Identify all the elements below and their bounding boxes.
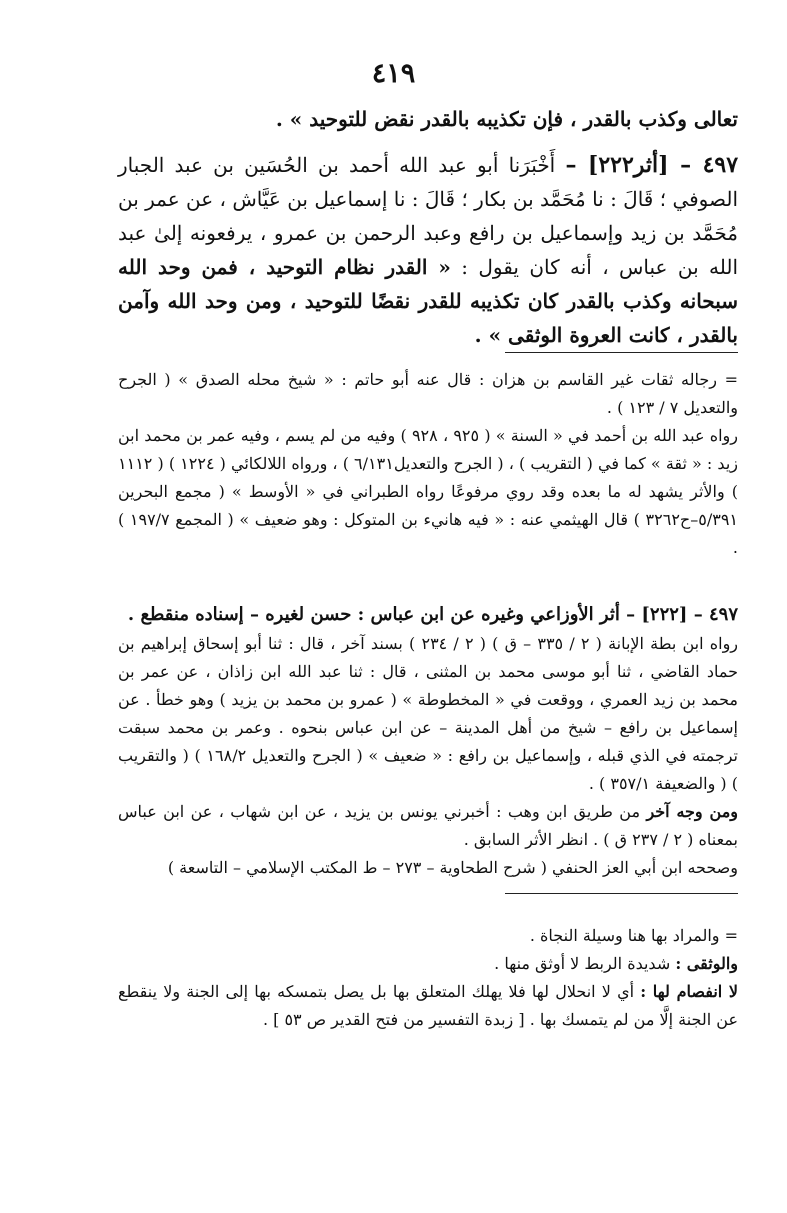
- footnotes-top: [118, 366, 738, 562]
- hadith-quote: « القدر نظام التوحيد ، فمن وحد الله سبحانه وكذب بالقدر كان تكذيبه للقدر نقضًا للتوحيد ، ومن وحد الله وآمن بالقدر ، كانت العروة الوثقى » .: [118, 255, 738, 347]
- takhrij-heading: ٤٩٧ – [٢٢٢] – أثر الأوزاعي وغيره عن ابن عباس : حسن لغيره – إسناده منقطع .: [127, 604, 738, 625]
- main-text: [118, 102, 738, 352]
- footnotes-bottom: [118, 922, 738, 1034]
- continuation-line: تعالى وكذب بالقدر ، فإن تكذيبه بالقدر نقض للتوحيد » .: [275, 107, 738, 131]
- hadith-497: [118, 148, 738, 352]
- footnote-top-1: = رجاله ثقات غير القاسم بن هزان : قال عنه أبو حاتم : « شيخ محله الصدق » ( الجرح والتعديل ٧ / ١٢٣ ) .: [118, 370, 739, 417]
- footnote-bottom-3-term: لا انفصام لها :: [640, 982, 739, 1001]
- takhrij-paragraph-2-text: من طريق ابن وهب : أخبرني يونس بن يزيد ، عن ابن شهاب ، عن ابن عباس بمعناه ( ٢ / ٢٣٧ ق ) . انظر الأثر السابق .: [118, 802, 738, 849]
- takhrij-paragraph-2: [118, 798, 738, 854]
- footnote-bottom-2-text: شديدة الربط لا أوثق منها .: [494, 954, 671, 973]
- takhrij-section: [118, 600, 738, 882]
- footnote-bottom-3: [118, 978, 738, 1034]
- takhrij-paragraph-3: وصححه ابن أبي العز الحنفي ( شرح الطحاوية – ٢٧٣ – ط المكتب الإسلامي – التاسعة ): [167, 858, 738, 877]
- footnote-top-2: رواه عبد الله بن أحمد في « السنة » ( ٩٢٥ ، ٩٢٨ ) وفيه من لم يسم ، وفيه عمر بن محمد ابن زيد : « ثقة » كما في ( التقريب ) ، ( الجرح والتعديل٦/١٣١ ) ، ورواه اللالكائي ( ١٢٢٤ ) ( ١١١٢ ) والأثر يشهد له ما بعده وقد روي مرفوعًا رواه الطبراني في « الأوسط » ( مجمع البحرين ٥/٣٩١–ح٣٢٦٢ ) قال الهيثمي عنه : « فيه هانيء بن المتوكل : وهو ضعيف » ( المجمع ١٩٧/٧ ) .: [118, 426, 739, 557]
- footnote-divider-bottom: [505, 893, 738, 894]
- footnote-divider-top: [505, 352, 738, 353]
- hadith-number: ٤٩٧ – [أثر٢٢٢] –: [565, 152, 739, 178]
- takhrij-paragraph-2-lead: ومن وجه آخر: [646, 802, 738, 821]
- hadith-isnad: أَخْبَرَنا أبو عبد الله أحمد بن الحُسَين بن عبد الجبار الصوفي ؛ قَالَ : نا مُحَمَّد بن بكار ؛ قَالَ : نا إسماعيل بن عَيَّاش ، عن عمر بن مُحَمَّد بن زيد وإسماعيل بن رافع وعبد الرحمن بن عمرو ، يرفعونه إلىٰ عبد الله بن عباس ، أنه كان يقول :: [118, 153, 739, 279]
- footnote-bottom-1: = والمراد بها هنا وسيلة النجاة .: [529, 926, 738, 945]
- footnote-bottom-2: [118, 950, 738, 978]
- footnote-bottom-2-term: والوثقى :: [675, 954, 738, 973]
- footnote-bottom-3-text: أي لا انحلال لها فلا يهلك المتعلق بها بل يصل بتمسكه بها إلى الجنة ولا ينقطع عن الجنة إلَّا من لم يتمسك بها . [ زبدة التفسير من فتح القدير ص ٥٣ ] .: [118, 982, 738, 1029]
- takhrij-paragraph-1: رواه ابن بطة الإبانة ( ٢ / ٣٣٥ – ق ) ( ٢ / ٢٣٤ ) بسند آخر ، قال : ثنا أبو إسحاق إبراهيم بن حماد القاضي ، ثنا أبو موسى محمد بن المثنى ، قال : ثنا عبد الله ابن زاذان ، عن عمر بن محمد بن زيد العمري ، ووقعت في « المخطوطة » ( عمرو بن محمد بن يزيد ) وهو خطأ . عن إسماعيل بن رافع – شيخ من أهل المدينة – عن ابن عباس بنحوه . وعمر بن محمد سبقت ترجمته في الذي قبله ، وإسماعيل بن رافع : « ضعيف » ( الجرح والتعديل ١٦٨/٢ ) ( والتقريب ) ( والضعيفة ٣٥٧/١ ) .: [118, 634, 739, 793]
- page-number: ٤١٩: [371, 58, 416, 89]
